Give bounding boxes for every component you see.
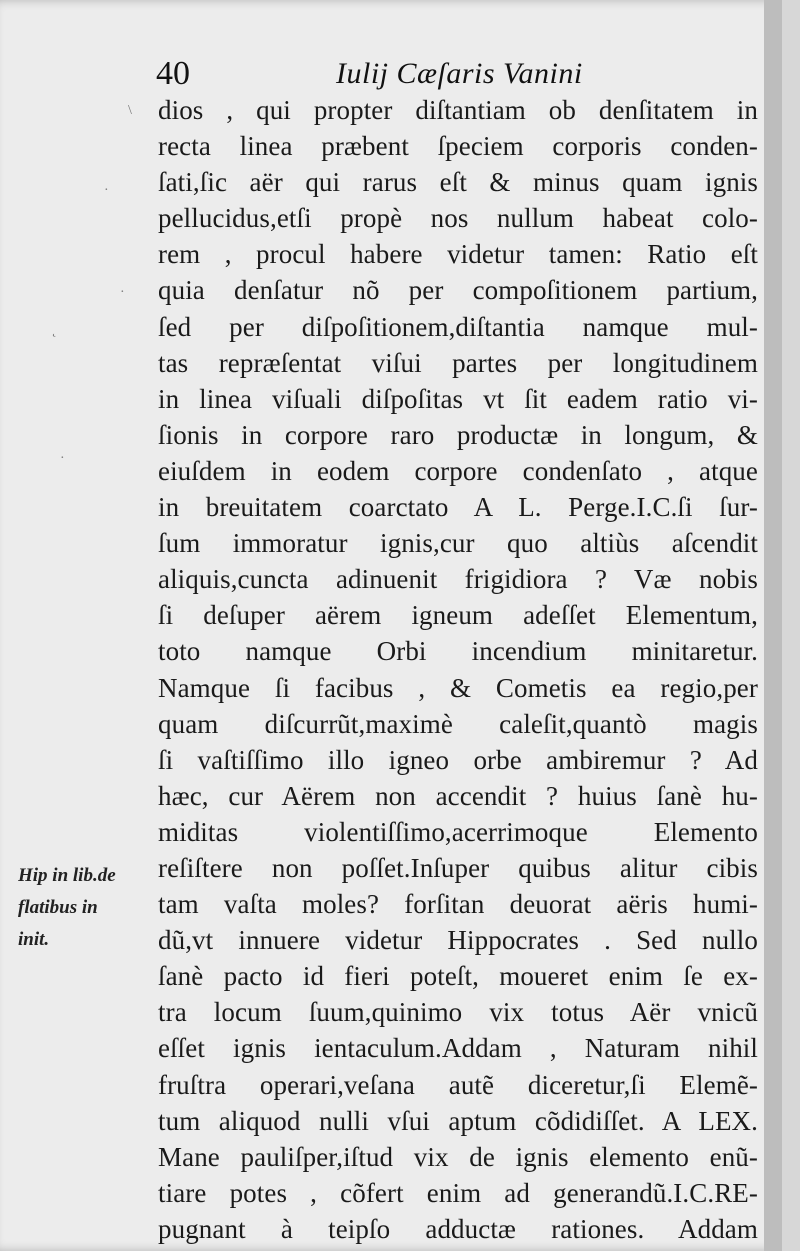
text-line: Namque ſi facibus , & Cometis ea regio,per bbox=[158, 672, 758, 703]
text-line: tam vaſta moles? forſitan deuorat aëris humi- bbox=[158, 889, 758, 920]
ink-speck: · bbox=[60, 451, 65, 466]
text-line: reſiſtere non poſſet.Inſuper quibus alitur cibis bbox=[158, 852, 758, 883]
marginal-note-line: Hip in lib.de bbox=[18, 865, 116, 886]
text-line: eſſet ignis ientaculum.Addam , Naturam nihil bbox=[158, 1033, 758, 1064]
text-line: tas repræſentat viſui partes per longitudinem bbox=[158, 347, 758, 378]
body-text bbox=[158, 92, 758, 1247]
ink-speck: ˛ bbox=[52, 323, 57, 338]
page-header bbox=[156, 54, 636, 94]
marginal-note-line: flatibus in bbox=[18, 897, 98, 918]
ink-speck: · bbox=[120, 285, 125, 300]
text-line: ſati,ſic aër qui rarus eſt & minus quam ignis bbox=[158, 167, 758, 198]
text-line: Mane pauliſper,iſtud vix de ignis elemento enũ- bbox=[158, 1141, 758, 1172]
text-line: miditas violentiſſimo,acerrimoque Elemento bbox=[158, 816, 758, 847]
running-head: Iulij Cæſaris Vanini bbox=[336, 57, 583, 90]
text-line: ſionis in corpore raro productæ in longum, & bbox=[158, 419, 758, 450]
text-line: toto namque Orbi incendium minitaretur. bbox=[158, 636, 758, 667]
text-line: hæc, cur Aërem non accendit ? huius ſanè hu- bbox=[158, 780, 758, 811]
text-line: quia denſatur nõ per compoſitionem partium, bbox=[158, 275, 758, 306]
text-line: pellucidus,etſi propè nos nullum habeat colo- bbox=[158, 203, 758, 234]
page-number: 40 bbox=[156, 55, 190, 92]
text-line: eiuſdem in eodem corpore condenſato , atque bbox=[158, 455, 758, 486]
text-line: ſum immoratur ignis,cur quo altiùs aſcendit bbox=[158, 528, 758, 559]
text-line: quam diſcurrũt,maximè caleſit,quantò magis bbox=[158, 708, 758, 739]
ink-speck: · bbox=[104, 183, 109, 198]
text-line: in linea viſuali diſpoſitas vt ſit eadem ratio vi- bbox=[158, 383, 758, 414]
text-line: dios , qui propter diſtantiam ob denſitatem in bbox=[158, 95, 758, 125]
text-line: fruſtra operari,veſana autẽ diceretur,ſi Elemẽ- bbox=[158, 1069, 758, 1100]
text-line: tum aliquod nulli vſui aptum cõdidiſſet. A LEX. bbox=[158, 1105, 758, 1136]
text-line: in breuitatem coarctato A L. Perge.I.C.ſi ſur- bbox=[158, 492, 758, 523]
text-line: recta linea præbent ſpeciem corporis conden- bbox=[158, 131, 758, 162]
text-line: ſi deſuper aërem igneum adeſſet Elementum, bbox=[158, 600, 758, 631]
marginal-note-line: init. bbox=[18, 929, 50, 950]
text-line: rem , procul habere videtur tamen: Ratio eſt bbox=[158, 239, 758, 270]
text-line: tra locum ſuum,quinimo vix totus Aër vnicũ bbox=[158, 997, 758, 1028]
page-edge bbox=[764, 0, 782, 1251]
text-line: dũ,vt innuere videtur Hippocrates . Sed nullo bbox=[158, 925, 758, 956]
text-line: ſi vaſtiſſimo illo igneo orbe ambiremur ? Ad bbox=[158, 744, 758, 775]
text-line: ſanè pacto id fieri poteſt, moueret enim ſe ex- bbox=[158, 961, 758, 992]
text-line: aliquis,cuncta adinuenit frigidiora ? Væ nobis bbox=[158, 564, 758, 595]
text-line: tiare potes , cõfert enim ad generandũ.I.C.RE- bbox=[158, 1177, 758, 1208]
text-line: pugnant à teipſo adductæ rationes. Addam bbox=[158, 1213, 758, 1244]
text-line: ſed per diſpoſitionem,diſtantia namque mul- bbox=[158, 311, 758, 342]
marginal-note bbox=[18, 860, 158, 956]
ink-speck: \ bbox=[128, 103, 132, 118]
